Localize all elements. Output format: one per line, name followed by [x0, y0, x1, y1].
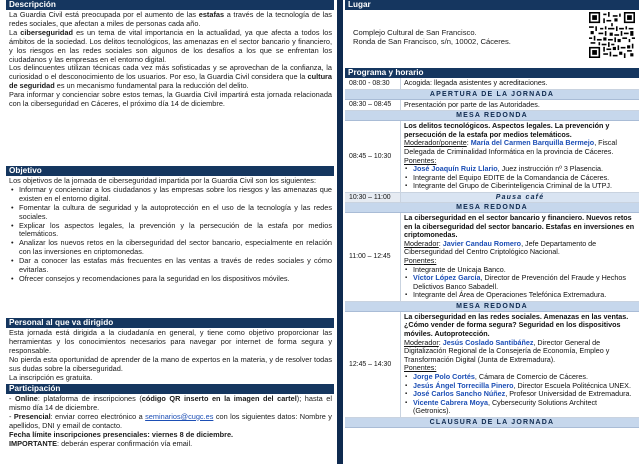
left-column — [6, 0, 334, 464]
text: ); hasta el mismo día 14 de diciembre. — [9, 394, 332, 412]
ponente-role: , Director Escuela Politécnica UNEX. — [513, 380, 631, 390]
band-mesa-redonda-3: MESA REDONDA — [345, 302, 639, 312]
ponentes-list — [404, 373, 636, 416]
text-bold: cultura de seguridad — [9, 72, 332, 91]
text: : deberán esperar confirmación vía email. — [57, 438, 193, 448]
descripcion-p1 — [9, 11, 332, 29]
mesa-title: La ciberseguridad en las redes sociales. Amenazas en las ventas. ¿Cómo vender de forma segura? Seguridad en los dispositivos móviles. Autoprotección. — [404, 311, 629, 339]
moderador-role: , Fiscal Delegada de Criminalidad Informática en la provincia de Cáceres. — [404, 138, 617, 156]
ponente-role: , Juez instrucción nº 3 Plasencia. — [497, 164, 603, 174]
email-link[interactable]: seminarios@cugc.es — [145, 411, 214, 421]
participacion-body — [6, 394, 334, 464]
text-bold: código QR inserto en la imagen del cartel — [141, 394, 297, 403]
list-item — [404, 399, 636, 416]
participacion-importante — [9, 440, 332, 449]
lugar-line2: Ronda de San Francisco, s/n, 10002, Cáceres. — [353, 37, 511, 46]
time-cell: 11:00 – 12:45 — [345, 213, 401, 301]
moderador-name: Javier Candau Romero — [442, 238, 522, 248]
participacion-online: - Online: plataforma de inscripciones (código QR inserto en la imagen del cartel); hasta el mismo día 14 de diciembre. — [9, 394, 332, 412]
band-pausa: Pausa café — [401, 193, 639, 202]
event-cell — [401, 312, 639, 417]
programa-table — [345, 78, 639, 428]
table-row — [345, 121, 639, 193]
list-item: • Analizar los nuevos retos en la ciberseguridad del sector bancario, especialmente en relación con las inversiones en criptomonedas. — [9, 239, 332, 257]
participacion-presencial: - Presencial: enviar correo electrónico a seminarios@cugc.es con los siguientes datos: Nombre y apellidos, DNI y email de contacto. — [9, 411, 332, 430]
objetivo-body — [6, 176, 334, 318]
table-row — [345, 100, 639, 112]
time-cell: 08:30 – 08:45 — [345, 100, 401, 111]
text-bold: Online — [14, 394, 38, 403]
text: es un tema de vital importancia en la actualidad, ya que afecta a todos los ámbitos de la sociedad. Los delitos tecnológicos, las amenazas en el sector bancario y financiero, y los riesgos en las redes sociales son algunos de los desafíos a los que se enfrentan los ciudadanos y las empresas en el entorno digital. — [9, 27, 332, 64]
list-item: • Informar y concienciar a los ciudadanos y las empresas sobre los riesgos y las amenazas que existen en el entorno digital. — [9, 186, 332, 204]
text: La — [9, 27, 21, 37]
time-cell: 08:45 – 10:30 — [345, 121, 401, 192]
time-cell: 10:30 – 11:00 — [345, 193, 401, 202]
table-row — [345, 78, 639, 90]
event-cell: Presentación por parte de las Autoridades. — [404, 99, 540, 109]
text: : enviar correo electrónico a — [50, 411, 146, 421]
text-bold: ciberseguridad — [20, 27, 73, 37]
band-mesa-redonda-2: MESA REDONDA — [345, 203, 639, 213]
text: Los delincuentes utilizan técnicas cada vez más sofisticadas y se aprovechan de la confianza, la curiosidad o el desconocimiento de los usuarios. Por eso, la Guardia Civil considera que la — [9, 63, 332, 82]
lugar-body — [345, 10, 639, 68]
mesa-title: La ciberseguridad en el sector bancario y financiero. Nuevos retos en la ciberseguridad del sector bancario. Estafas en inversiones en criptomonedas. — [404, 212, 635, 240]
list-item — [404, 274, 636, 291]
list-item: ▪ Integrante del Área de Operaciones Telefónica Extremadura. — [404, 291, 636, 300]
objetivo-list — [9, 186, 332, 284]
table-row — [345, 213, 639, 302]
descripcion-p4: Para informar y concienciar sobre estos temas, la Guardia Civil impartirá esta jornada relacionada con la ciberseguridad en Cáceres, el próximo día 14 de diciembre. — [9, 90, 332, 109]
mesa-title: Los delitos tecnológicos. Aspectos legales. La prevención y persecución de la estafa por medios telemáticos. — [404, 121, 610, 139]
descripcion-body — [6, 10, 334, 166]
ponente-name: Jesús Ángel Torrecilla Pinero — [413, 380, 514, 390]
text: es un mecanismo fundamental para la reducción del delito. — [54, 81, 249, 91]
list-item: ▪ Integrante de Unicaja Banco. — [404, 266, 636, 275]
section-title-participacion: Participación — [6, 384, 334, 394]
text: La Guardia Civil está preocupada por el aumento de las — [9, 10, 199, 19]
moderador-name: Jesús Coslado Santibáñez — [442, 337, 534, 347]
event-cell: Acogida: llegada asistentes y acreditaciones. — [404, 78, 548, 87]
section-title-objetivo: Objetivo — [6, 166, 334, 176]
text-bold: Presencial — [13, 411, 51, 421]
event-cell — [401, 121, 639, 192]
list-item: • Fomentar la cultura de seguridad y la autoprotección en el uso de la tecnología y las redes sociales. — [9, 204, 332, 222]
moderador-role: , Director General de Digitalización Regional de la Consejería de Economía, Empleo y Transformación Digital (Junta de Extremadura). — [404, 337, 610, 364]
text-bold: IMPORTANTE — [9, 438, 58, 448]
personal-text2: No pierda esta oportunidad de aprender de la mano de expertos en la materia, y de resolver todas sus dudas sobre la ciberseguridad. — [9, 354, 332, 373]
moderador-label: Moderador — [404, 337, 439, 347]
table-row — [345, 312, 639, 418]
ponente-name: Jorge Polo Cortés — [413, 372, 475, 382]
ponente-role: , Cámara de Comercio de Cáceres. — [474, 372, 588, 382]
moderador-line: Moderador: Javier Candau Romero, Jefe Departamento de Ciberseguridad del Centro Criptológico Nacional. — [404, 238, 597, 257]
moderador-name: María del Carmen Barquilla Bermejo — [470, 138, 595, 148]
ponente-role: , Director de Prevención del Fraude y Hechos Delictivos Banco Sabadell. — [413, 273, 626, 291]
ponente-name: José Carlos Sancho Núñez — [413, 389, 506, 399]
text: : plataforma de inscripciones ( — [37, 394, 142, 403]
ponentes-list — [404, 165, 636, 191]
section-title-descripcion: Descripción — [6, 0, 334, 10]
section-title-programa: Programa y horario — [345, 68, 639, 78]
personal-text3: La inscripción es gratuita. — [9, 372, 93, 382]
text: a través de la tecnología de las redes sociales, que afectan a miles de personas cada año. — [9, 10, 332, 28]
ponente-name: Vicente Cabrera Moya — [413, 397, 488, 407]
qr-code-icon[interactable] — [589, 12, 635, 58]
section-title-personal: Personal al que va dirigido — [6, 318, 334, 328]
participacion-fecha: Fecha límite inscripciones presenciales: viernes 8 de diciembre. — [9, 429, 234, 439]
objetivo-intro: Los objetivos de la jornada de ciberseguridad impartida por la Guardia Civil son los siguientes: — [9, 176, 316, 185]
list-item: • Ofrecer consejos y recomendaciones para la seguridad en los dispositivos móviles. — [9, 275, 332, 284]
ponentes-label: Ponentes: — [404, 155, 437, 165]
event-cell — [401, 213, 639, 301]
personal-text: Esta jornada está dirigida a la ciudadanía en general, y tiene como objetivo proporcionar las herramientas y los conocimientos necesarios para navegar por internet de forma segura y responsable. — [9, 328, 332, 355]
list-item: • Explicar los aspectos legales, la prevención y la persecución de la estafa por medios telemáticos. — [9, 222, 332, 240]
band-clausura: CLAUSURA DE LA JORNADA — [345, 418, 639, 428]
list-item: ▪ Integrante del Grupo de Ciberinteligencia Criminal de la UTPJ. — [404, 182, 636, 191]
time-cell: 12:45 – 14:30 — [345, 312, 401, 417]
ponentes-label: Ponentes: — [404, 363, 437, 373]
section-title-lugar: Lugar — [345, 0, 639, 10]
ponentes-label: Ponentes: — [404, 255, 437, 265]
moderador-label: Moderador — [404, 238, 439, 248]
ponentes-list — [404, 266, 636, 300]
ponente-name: José Joaquín Ruiz Llario — [413, 164, 498, 174]
moderador-label: Moderador/ponente — [404, 138, 467, 148]
moderador-line: Moderador/ponente: María del Carmen Barquilla Bermejo, Fiscal Delegada de Criminalidad Informática en la provincia de Cáceres. — [404, 138, 617, 156]
personal-body — [6, 328, 334, 384]
band-mesa-redonda-1: MESA REDONDA — [345, 111, 639, 121]
text: con los siguientes datos: Nombre y apellidos, DNI y email de contacto. — [9, 411, 332, 430]
text-bold: estafas — [198, 10, 225, 19]
time-cell: 08:00 - 08:30 — [345, 78, 401, 89]
descripcion-p3 — [9, 64, 332, 91]
moderador-line: Moderador: Jesús Coslado Santibáñez, Director General de Digitalización Regional de la Consejería de Economía, Empleo y Transformación Digital (Junta de Extremadura). — [404, 337, 610, 364]
ponente-name: Víctor López García — [413, 273, 481, 283]
right-column — [345, 0, 639, 464]
ponente-role: , Profesor Universidad de Extremadura. — [505, 389, 632, 399]
lugar-line1: Complejo Cultural de San Francisco. — [353, 28, 477, 37]
moderador-role: , Jefe Departamento de Ciberseguridad del Centro Criptológico Nacional. — [404, 238, 597, 257]
ponente-role: , Cybersecurity Solutions Architect (Getronics). — [413, 397, 598, 416]
descripcion-p2 — [9, 29, 332, 65]
band-apertura: APERTURA DE LA JORNADA — [345, 90, 639, 100]
table-row — [345, 193, 639, 203]
list-item: ▪ Integrante del Equipo EDITE de la Comandancia de Cáceres. — [404, 174, 636, 183]
lugar-address — [353, 28, 511, 46]
column-divider — [337, 0, 343, 464]
list-item: • Dar a conocer las estafas más frecuentes en las ventas a través de redes sociales y cómo evitarlas. — [9, 257, 332, 275]
